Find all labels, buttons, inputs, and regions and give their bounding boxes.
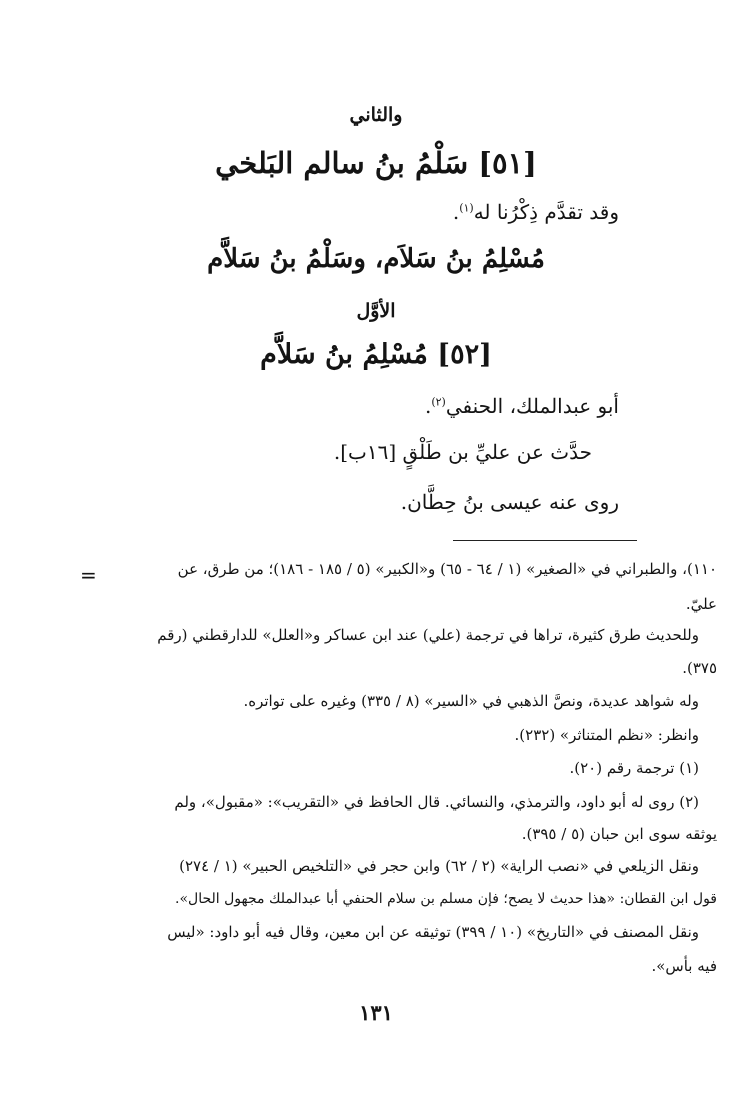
footnote-line: وانظر: «نظم المتناثر» (٢٣٢). bbox=[514, 726, 699, 744]
prior-mention-line bbox=[453, 200, 619, 224]
kunya-end: . bbox=[424, 394, 432, 418]
entry-51-title: [٥١] سَلْمُ بنُ سالم البَلخي bbox=[215, 146, 537, 180]
footnote-line: فيه بأس». bbox=[651, 957, 717, 975]
footnote-separator bbox=[453, 540, 637, 541]
footnote-line: ونقل المصنف في «التاريخ» (١٠ / ٣٩٩) توثيقه عن ابن معين، وقال فيه أبو داود: «ليس bbox=[167, 923, 699, 941]
footnote-line: يوثقه سوى ابن حبان (٥ / ٣٩٥). bbox=[521, 825, 717, 843]
entry-52-title: [٥٢] مُسْلِمُ بنُ سَلاَّم bbox=[260, 339, 492, 370]
footnote-line: ونقل الزيلعي في «نصب الراية» (٢ / ٦٢) وابن حجر في «التلخيص الحبير» (١ / ٢٧٤) bbox=[179, 857, 699, 875]
footnote-ref-1: (١) bbox=[459, 201, 474, 215]
narrated-from-line: حدَّث عن عليِّ بن طَلْقٍ [١٦ب]. bbox=[333, 440, 592, 464]
narrated-by-line: روى عنه عيسى بنُ حِطَّان. bbox=[400, 490, 619, 514]
footnote-line: ٣٧٥). bbox=[682, 659, 717, 677]
footnote-line: ١١٠)، والطبراني في «الصغير» (١ / ٦٤ - ٦٥) و«الكبير» (٥ / ١٨٥ - ١٨٦)؛ من طرق، عن bbox=[177, 560, 717, 578]
prior-mention-end: . bbox=[452, 200, 460, 224]
footnote-line: وللحديث طرق كثيرة، تراها في ترجمة (علي) عند ابن عساكر و«العلل» للدارقطني (رقم bbox=[157, 626, 699, 644]
prior-mention-text: وقد تقدَّم ذِكْرُنا له bbox=[473, 200, 619, 224]
page-number: ١٣١ bbox=[359, 1000, 393, 1025]
footnote-line: (١) ترجمة رقم (٢٠). bbox=[569, 759, 699, 777]
group-title: مُسْلِمُ بنُ سَلاَم، وسَلْمُ بنُ سَلاَّم bbox=[207, 244, 545, 274]
footnote-line: عليّ. bbox=[685, 595, 717, 613]
footnote-line: (٢) روى له أبو داود، والترمذي، والنسائي. قال الحافظ في «التقريب»: «مقبول»، ولم bbox=[174, 793, 699, 811]
footnote-line: وله شواهد عديدة، ونصَّ الذهبي في «السير» (٨ / ٣٣٥) وغيره على تواتره. bbox=[243, 692, 699, 710]
footnote-line: قول ابن القطان: «هذا حديث لا يصح؛ فإن مسلم بن سلام الحنفي أبا عبدالملك مجهول الحال». bbox=[175, 891, 717, 907]
kunya-line bbox=[425, 394, 619, 418]
footnote-ref-2: (٢) bbox=[431, 395, 446, 409]
kunya-text: أبو عبدالملك، الحنفي bbox=[445, 394, 619, 418]
heading-second: والثاني bbox=[349, 104, 403, 126]
continuation-mark: = bbox=[80, 563, 97, 587]
heading-first: الأوَّل bbox=[356, 300, 396, 322]
